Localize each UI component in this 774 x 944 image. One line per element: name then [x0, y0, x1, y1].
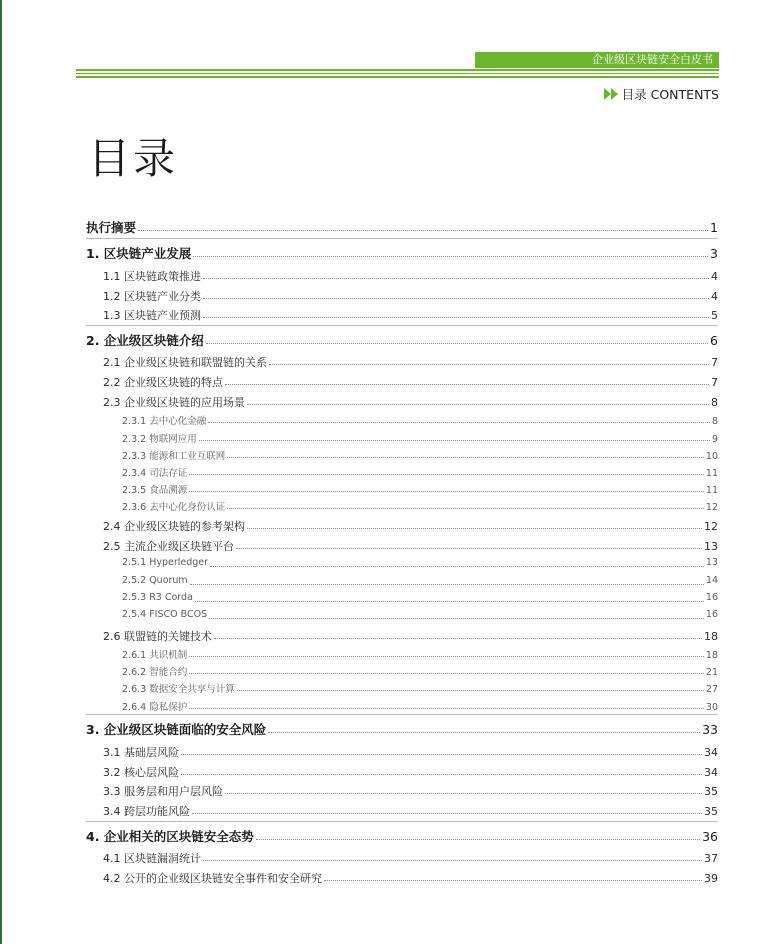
- toc-subsection-row[interactable]: [86, 413, 718, 426]
- toc-entry-label: 2.6 联盟链的关键技术: [103, 630, 212, 643]
- dot-leader: [208, 422, 710, 423]
- toc-subsection-row[interactable]: [86, 465, 718, 478]
- toc-section-row[interactable]: [86, 394, 718, 409]
- toc-section-row[interactable]: [86, 783, 718, 798]
- toc-entry-label: 3.3 服务层和用户层风险: [103, 785, 223, 798]
- toc-page-number: 8: [711, 396, 718, 409]
- dot-leader: [203, 317, 709, 318]
- dot-leader: [190, 584, 704, 585]
- toc-entry-label: 4.2 公开的企业级区块链安全事件和安全研究: [103, 872, 322, 885]
- toc-section-row[interactable]: [86, 268, 718, 283]
- toc-page-number: 33: [702, 722, 718, 737]
- toc-page-number: 18: [705, 650, 718, 661]
- toc-entry-label: 1. 区块链产业发展: [86, 246, 192, 261]
- toc-page-number: 36: [702, 829, 718, 844]
- toc-page-number: 34: [704, 746, 718, 759]
- dot-leader: [189, 656, 704, 657]
- toc-section-row[interactable]: [86, 518, 718, 533]
- toc-page-number: 3: [710, 246, 718, 261]
- toc-subsection-row[interactable]: [86, 664, 718, 677]
- toc-entry-label: 2.4 企业级区块链的参考架构: [103, 520, 245, 533]
- toc-subsection-row[interactable]: [86, 699, 718, 712]
- toc-entry-label: 1.3 区块链产业预测: [103, 309, 201, 322]
- dot-leader: [236, 548, 702, 549]
- dot-leader: [269, 364, 709, 365]
- dot-leader: [209, 618, 704, 619]
- toc-entry-label: 3. 企业级区块链面临的安全风险: [86, 722, 267, 737]
- dot-leader: [268, 732, 700, 733]
- toc-page-number: 6: [710, 333, 718, 348]
- toc-entry-label: 2.3 企业级区块链的应用场景: [103, 396, 245, 409]
- dot-leader: [256, 839, 700, 840]
- dot-leader: [195, 601, 704, 602]
- toc-section-row[interactable]: [86, 538, 718, 553]
- dot-leader: [324, 880, 702, 881]
- section-divider: [86, 325, 718, 326]
- toc-subsection-row[interactable]: [86, 592, 718, 605]
- toc-page-number: 11: [705, 468, 718, 479]
- toc-page-number: 9: [711, 434, 718, 445]
- toc-entry-label: 2.3.3 能源和工业互联网: [122, 451, 226, 462]
- toc-subsection-row[interactable]: [86, 647, 718, 660]
- toc-page-number: 7: [711, 376, 718, 389]
- dot-leader: [181, 774, 702, 775]
- toc-entry-label: 2.5.2 Quorum: [122, 575, 188, 586]
- toc-entry-label: 1.1 区块链政策推进: [103, 270, 201, 283]
- page-title: 目录: [88, 134, 179, 183]
- dot-leader: [189, 673, 704, 674]
- double-arrow-icon: [604, 88, 620, 100]
- toc-page-number: 16: [705, 609, 718, 620]
- toc-entry-label: 2.2 企业级区块链的特点: [103, 376, 223, 389]
- toc-subsection-row[interactable]: [86, 557, 718, 570]
- section-divider: [86, 821, 718, 822]
- toc-section-row[interactable]: [86, 803, 718, 818]
- toc-page-number: 39: [704, 872, 718, 885]
- dot-leader: [193, 256, 708, 257]
- toc-entry-label: 2. 企业级区块链介绍: [86, 333, 204, 348]
- toc-chapter-row[interactable]: [86, 331, 718, 349]
- toc-page-number: 16: [705, 592, 718, 603]
- toc-section-row[interactable]: [86, 288, 718, 303]
- toc-entry-label: 2.6.2 智能合约: [122, 667, 188, 678]
- toc-entry-label: 3.4 跨层功能风险: [103, 805, 190, 818]
- section-divider: [86, 714, 718, 715]
- dot-leader: [214, 638, 702, 639]
- toc-entry-label: 2.5.1 Hyperledger: [122, 557, 209, 568]
- toc-subsection-row[interactable]: [86, 609, 718, 622]
- toc-entry-label: 2.1 企业级区块链和联盟链的关系: [103, 356, 267, 369]
- toc-entry-label: 2.3.1 去中心化金融: [122, 416, 207, 427]
- toc-section-row[interactable]: [86, 307, 718, 322]
- toc-entry-label: 2.6.1 共识机制: [122, 650, 188, 661]
- toc-entry-label: 2.6.4 隐私保护: [122, 702, 188, 713]
- toc-page-number: 11: [705, 485, 718, 496]
- toc-entry-label: 2.5 主流企业级区块链平台: [103, 540, 234, 553]
- dot-leader: [189, 491, 704, 492]
- toc-entry-label: 3.2 核心层风险: [103, 766, 179, 779]
- toc-subsection-row[interactable]: [86, 482, 718, 495]
- toc-page-number: 7: [711, 356, 718, 369]
- toc-entry-label: 1.2 区块链产业分类: [103, 290, 201, 303]
- toc-page-number: 34: [704, 766, 718, 779]
- dot-leader: [225, 384, 709, 385]
- toc-subsection-row[interactable]: [86, 448, 718, 461]
- toc-page-number: 18: [704, 630, 718, 643]
- dot-leader: [227, 508, 704, 509]
- toc-page-number: 4: [711, 270, 718, 283]
- toc-entry-label: 3.1 基础层风险: [103, 746, 179, 759]
- dot-leader: [181, 754, 702, 755]
- toc-entry-label: 执行摘要: [86, 220, 137, 235]
- contents-tag: [600, 86, 719, 104]
- toc-section-row[interactable]: [86, 870, 718, 885]
- toc-page-number: 4: [711, 290, 718, 303]
- toc-page-number: 12: [705, 502, 718, 513]
- dot-leader: [192, 813, 702, 814]
- toc-entry-label: 2.3.5 食品溯源: [122, 485, 188, 496]
- contents-label: 目录 CONTENTS: [621, 87, 719, 102]
- toc-chapter-row[interactable]: [86, 218, 718, 236]
- toc-page-number: 8: [711, 416, 718, 427]
- toc-section-row[interactable]: [86, 354, 718, 369]
- toc-subsection-row[interactable]: [86, 681, 718, 694]
- dot-leader: [225, 793, 702, 794]
- toc-section-row[interactable]: [86, 628, 718, 643]
- dot-leader: [199, 440, 710, 441]
- dot-leader: [237, 690, 704, 691]
- toc-section-row[interactable]: [86, 850, 718, 865]
- dot-leader: [206, 343, 708, 344]
- dot-leader: [138, 230, 708, 231]
- toc-entry-label: 4.1 区块链漏洞统计: [103, 852, 201, 865]
- dot-leader: [203, 860, 702, 861]
- toc-entry-label: 2.5.3 R3 Corda: [122, 592, 193, 603]
- toc-page-number: 12: [704, 520, 718, 533]
- toc-page-number: 35: [704, 785, 718, 798]
- toc-page-number: 5: [711, 309, 718, 322]
- dot-leader: [227, 457, 704, 458]
- toc-page-number: 27: [705, 684, 718, 695]
- page-edge-rule: [0, 0, 2, 944]
- toc-section-row[interactable]: [86, 374, 718, 389]
- dot-leader: [189, 708, 704, 709]
- toc-subsection-row[interactable]: [86, 499, 718, 512]
- toc-entry-label: 4. 企业相关的区块链安全态势: [86, 829, 254, 844]
- dot-leader: [203, 298, 709, 299]
- toc-section-row[interactable]: [86, 764, 718, 779]
- toc-entry-label: 2.3.6 去中心化身份认证: [122, 502, 226, 513]
- toc-page-number: 1: [710, 220, 718, 235]
- toc-page-number: 13: [705, 557, 718, 568]
- dot-leader: [247, 404, 709, 405]
- header-title-band: 企业级区块链安全白皮书: [475, 52, 719, 68]
- toc-entry-label: 2.3.2 物联网应用: [122, 434, 197, 445]
- section-divider: [86, 238, 718, 239]
- toc-page-number: 14: [705, 575, 718, 586]
- toc-entry-label: 2.5.4 FISCO BCOS: [122, 609, 208, 620]
- dot-leader: [189, 474, 704, 475]
- toc-entry-label: 2.6.3 数据安全共享与计算: [122, 684, 235, 695]
- toc-page-number: 37: [704, 852, 718, 865]
- toc-page-number: 30: [705, 702, 718, 713]
- header-divider: [76, 69, 719, 80]
- toc-subsection-row[interactable]: [86, 575, 718, 588]
- dot-leader: [247, 528, 702, 529]
- toc-page-number: 21: [705, 667, 718, 678]
- toc-entry-label: 2.3.4 司法存证: [122, 468, 188, 479]
- toc-chapter-row[interactable]: [86, 244, 718, 262]
- dot-leader: [203, 278, 709, 279]
- toc-page-number: 35: [704, 805, 718, 818]
- toc-page-number: 10: [705, 451, 718, 462]
- toc-subsection-row[interactable]: [86, 431, 718, 444]
- toc-chapter-row[interactable]: [86, 720, 718, 738]
- toc-section-row[interactable]: [86, 744, 718, 759]
- toc-chapter-row[interactable]: [86, 827, 718, 845]
- toc-page-number: 13: [704, 540, 718, 553]
- dot-leader: [210, 566, 704, 567]
